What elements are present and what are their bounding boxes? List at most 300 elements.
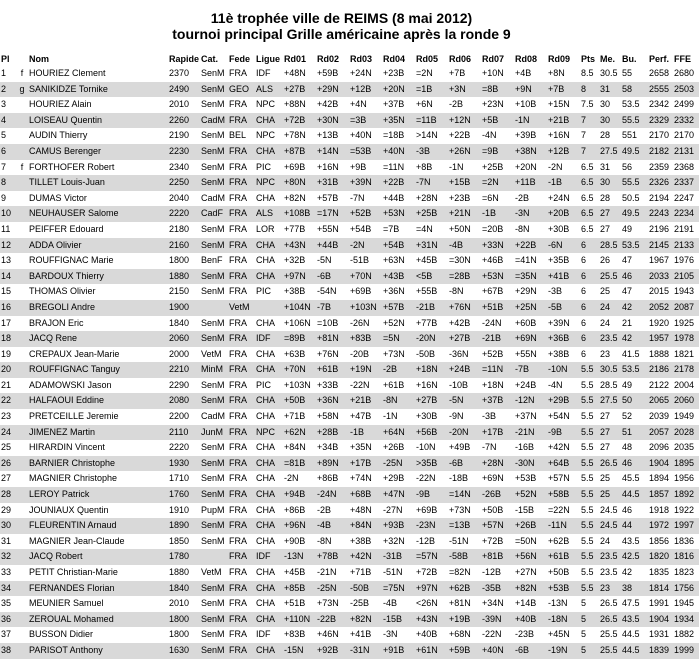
column-header-league: Ligue xyxy=(256,54,280,64)
cell-round-4: +64N xyxy=(382,425,415,441)
cell-round-7: -4N xyxy=(482,130,497,141)
cell-federation: FRA xyxy=(228,549,255,565)
cell-round-2: +14N xyxy=(316,144,349,160)
cell-round-8: +39B xyxy=(515,130,537,141)
cell-buchholz: 44.5 xyxy=(622,629,640,640)
cell-rapid-rating: 2060 xyxy=(168,331,200,347)
cell-round-5: +77B xyxy=(416,317,438,328)
table-row xyxy=(0,253,699,269)
cell-league: LOR xyxy=(256,223,275,234)
table-row xyxy=(0,518,699,534)
cell-rapid-rating: 2040 xyxy=(169,192,190,203)
cell-federation: FRA xyxy=(228,643,255,659)
cell-rank: 12 xyxy=(0,238,16,254)
column-header-round-9: Rd09 xyxy=(548,54,571,64)
cell-league: NPC xyxy=(256,99,276,110)
cell-round-8: -15B xyxy=(515,504,535,515)
cell-title-flag xyxy=(16,238,28,254)
cell-category: SenM xyxy=(201,317,225,328)
cell-ffe-rating: 1823 xyxy=(674,567,695,577)
cell-round-2: -22B xyxy=(316,612,349,628)
cell-rapid-rating: 1760 xyxy=(168,487,200,503)
cell-points: 7 xyxy=(580,113,599,129)
cell-round-9: +42N xyxy=(548,442,570,453)
cell-ffe-rating: 1892 xyxy=(673,487,699,503)
cell-round-7: -1B xyxy=(481,206,514,222)
cell-round-3: +47B xyxy=(350,411,372,422)
cell-performance: 2359 xyxy=(649,161,670,172)
cell-performance: 1894 xyxy=(649,473,670,484)
cell-round-6: +73N xyxy=(449,504,471,515)
cell-ffe-rating: 2131 xyxy=(673,144,699,160)
cell-points: 5.5 xyxy=(580,518,599,534)
cell-round-8: +4B xyxy=(515,68,532,78)
cell-round-5: +6N xyxy=(416,99,433,110)
cell-rapid-rating: 1780 xyxy=(168,549,200,565)
cell-round-3: +12B xyxy=(349,82,382,98)
cell-category: SenM xyxy=(201,442,225,453)
cell-league: CHA xyxy=(256,192,276,203)
cell-round-6: =82N xyxy=(449,567,471,577)
cell-round-6: +19B xyxy=(448,612,481,628)
cell-federation: BEL xyxy=(229,130,247,141)
cell-round-3: +4N xyxy=(350,99,367,110)
column-header-points: Pts xyxy=(581,54,596,64)
cell-round-9: +7B xyxy=(547,82,580,98)
cell-median: 26.5 xyxy=(599,612,621,628)
cell-round-9: +50B xyxy=(548,567,570,577)
cell-league: ALS xyxy=(255,82,283,98)
cell-round-3: +9B xyxy=(350,161,367,172)
cell-title-flag xyxy=(16,518,28,534)
cell-title-flag xyxy=(16,128,28,144)
cell-round-7: +25B xyxy=(482,161,504,172)
cell-ffe-rating: 2503 xyxy=(673,82,699,98)
cell-round-9: -10N xyxy=(547,362,580,378)
cell-round-7: =6N xyxy=(482,192,499,203)
cell-points: 5 xyxy=(581,629,587,640)
cell-rapid-rating: 1800 xyxy=(169,629,190,640)
cell-rapid-rating: 1880 xyxy=(168,269,200,285)
cell-round-6: +62B xyxy=(448,581,481,597)
cell-round-3: -1B xyxy=(349,425,382,441)
cell-round-4: +44B xyxy=(383,192,405,203)
cell-category xyxy=(200,300,228,316)
cell-round-9: +30B xyxy=(548,223,570,234)
cell-round-1: +84N xyxy=(284,442,306,453)
cell-rank: 11 xyxy=(1,223,11,234)
cell-rapid-rating: 2150 xyxy=(169,286,190,297)
cell-federation: FRA xyxy=(229,223,247,234)
cell-rank: 10 xyxy=(0,206,16,222)
cell-ffe-rating: 2368 xyxy=(674,161,695,172)
cell-federation: FRA xyxy=(228,393,255,409)
cell-buchholz: 53.5 xyxy=(622,99,640,110)
cell-points: 5.5 xyxy=(581,504,594,515)
cell-median: 30 xyxy=(599,175,621,191)
cell-round-2: +46N xyxy=(317,629,339,640)
cell-round-9: +62B xyxy=(548,535,570,546)
cell-round-4: +43B xyxy=(382,269,415,285)
cell-category: SenM xyxy=(201,379,225,390)
cell-league: NPC xyxy=(256,130,276,141)
cell-title-flag xyxy=(16,222,28,238)
cell-performance: 1931 xyxy=(649,629,670,640)
cell-rapid-rating: 2220 xyxy=(168,206,200,222)
cell-performance: 2555 xyxy=(648,82,673,98)
cell-points: 6.5 xyxy=(580,206,599,222)
cell-performance: 1967 xyxy=(649,255,670,266)
cell-round-3: +39N xyxy=(349,175,382,191)
cell-round-2: +30N xyxy=(316,113,349,129)
table-row xyxy=(0,456,699,472)
cell-ffe-rating: 1976 xyxy=(674,255,695,266)
cell-title-flag: f xyxy=(20,68,24,78)
cell-name: BARNIER Christophe xyxy=(28,456,168,472)
cell-round-1: +50B xyxy=(283,393,316,409)
cell-rapid-rating: 2200 xyxy=(169,411,190,422)
cell-round-7: +67B xyxy=(482,286,504,297)
cell-round-2: +33B xyxy=(317,379,339,390)
cell-round-6: -1N xyxy=(449,161,464,172)
cell-category: SenM xyxy=(201,535,225,546)
cell-federation: FRA xyxy=(228,331,255,347)
cell-round-6: -4B xyxy=(448,238,481,254)
cell-round-6: -5N xyxy=(448,393,481,409)
cell-league: CHA xyxy=(256,567,276,577)
cell-round-9: +57N xyxy=(548,473,570,484)
cell-round-9: -11N xyxy=(547,518,580,534)
cell-points: 7.5 xyxy=(581,99,594,110)
cell-title-flag xyxy=(16,300,28,316)
cell-rapid-rating: 2370 xyxy=(169,68,190,78)
cell-round-4: +63N xyxy=(383,255,405,266)
cell-title-flag xyxy=(16,253,28,269)
cell-round-4: -51N xyxy=(383,567,403,577)
cell-category: SenM xyxy=(200,144,228,160)
cell-round-7: +40N xyxy=(481,643,514,659)
cell-ffe-rating: 1756 xyxy=(673,581,699,597)
cell-performance: 2096 xyxy=(649,442,670,453)
column-header-round-4: Rd04 xyxy=(383,54,406,64)
cell-league: PIC xyxy=(256,379,272,390)
cell-round-4: +22B xyxy=(382,175,415,191)
cell-round-5: +16N xyxy=(416,379,438,390)
cell-federation: FRA xyxy=(229,411,247,422)
cell-name: LOISEAU Quentin xyxy=(28,113,168,129)
cell-ffe-rating: 2178 xyxy=(673,362,699,378)
cell-round-1: +104N xyxy=(283,300,316,316)
cell-league: CHA xyxy=(255,456,283,472)
cell-median: 23 xyxy=(600,348,611,359)
cell-points: 8.5 xyxy=(581,68,594,78)
cell-federation: FRA xyxy=(228,175,255,191)
cell-rank: 17 xyxy=(1,317,12,328)
cell-federation: FRA xyxy=(229,598,247,609)
cell-round-8: +53B xyxy=(515,473,537,484)
cell-federation: FRA xyxy=(228,362,255,378)
cell-round-1: +32B xyxy=(284,255,306,266)
cell-category: CadM xyxy=(201,411,226,422)
cell-name: JIMENEZ Martin xyxy=(28,425,168,441)
cell-round-4: -3N xyxy=(383,629,398,640)
cell-round-1: +90B xyxy=(284,535,306,546)
cell-name: BRAJON Eric xyxy=(29,317,84,328)
cell-performance: 2658 xyxy=(649,68,670,78)
cell-name: LEROY Patrick xyxy=(28,487,168,503)
column-header-performance: Perf. xyxy=(649,54,670,64)
cell-round-9: +21B xyxy=(547,113,580,129)
cell-round-8: +40B xyxy=(514,612,547,628)
cell-ffe-rating: 1895 xyxy=(673,456,699,472)
cell-round-2: -5N xyxy=(317,255,332,266)
cell-performance: 2182 xyxy=(648,144,673,160)
cell-round-3: -31N xyxy=(349,643,382,659)
cell-name: PARISOT Anthony xyxy=(28,643,168,659)
table-row xyxy=(0,440,699,456)
cell-points: 6.5 xyxy=(581,192,594,203)
column-header-round-2: Rd02 xyxy=(317,54,340,64)
cell-round-8: +24B xyxy=(515,379,537,390)
cell-round-2: -7B xyxy=(316,300,349,316)
cell-round-1: +69B xyxy=(284,161,306,172)
cell-performance: 1957 xyxy=(648,331,673,347)
table-row xyxy=(0,113,699,129)
table-row xyxy=(0,284,699,300)
cell-federation: FRA xyxy=(229,317,247,328)
cell-name: ZEROUAL Mohamed xyxy=(28,612,168,628)
cell-median: 25.5 xyxy=(600,629,618,640)
cell-round-6: +27B xyxy=(448,331,481,347)
cell-name: HOURIEZ Alain xyxy=(29,99,92,110)
cell-round-3: +52B xyxy=(349,206,382,222)
cell-buchholz: 46 xyxy=(622,504,633,515)
cell-title-flag xyxy=(16,596,28,612)
cell-round-7: -22N xyxy=(482,629,502,640)
cell-round-1: +94B xyxy=(283,487,316,503)
cell-federation: FRA xyxy=(228,612,255,628)
cell-buchholz: 55.5 xyxy=(621,113,648,129)
cell-points: 5.5 xyxy=(581,379,594,390)
cell-federation: FRA xyxy=(228,238,255,254)
cell-title-flag xyxy=(16,503,28,519)
cell-round-8: +56N xyxy=(514,549,547,565)
page-title: 11è trophée ville de REIMS (8 mai 2012) xyxy=(210,10,473,26)
cell-median: 28.5 xyxy=(599,238,621,254)
cell-round-1: +71B xyxy=(284,411,306,422)
column-header-round-7: Rd07 xyxy=(482,54,505,64)
cell-points: 5.5 xyxy=(581,535,594,546)
table-row xyxy=(0,222,699,238)
cell-round-9: +45N xyxy=(548,629,570,640)
cell-league: CHA xyxy=(255,393,283,409)
cell-ffe-rating: 1945 xyxy=(674,598,695,609)
table-row xyxy=(0,160,699,176)
cell-federation: FRA xyxy=(229,473,247,484)
cell-round-2: +76N xyxy=(317,348,339,359)
cell-performance: 1835 xyxy=(649,567,670,577)
cell-round-9: +20B xyxy=(547,206,580,222)
table-row xyxy=(0,269,699,285)
cell-buchholz: 45.5 xyxy=(622,473,640,484)
column-header-round-6: Rd06 xyxy=(449,54,472,64)
table-header-row xyxy=(0,52,699,66)
cell-round-1: -15N xyxy=(283,643,316,659)
cell-round-5: +30B xyxy=(416,411,438,422)
cell-round-1: +96N xyxy=(283,518,316,534)
cell-category: SenM xyxy=(201,99,225,110)
cell-round-6: +3N xyxy=(448,82,481,98)
cell-rapid-rating: 2010 xyxy=(169,598,190,609)
cell-round-1: +83B xyxy=(284,629,306,640)
cell-ffe-rating: 2004 xyxy=(674,379,695,390)
cell-round-9: +54N xyxy=(548,411,570,422)
cell-performance: 2065 xyxy=(648,393,673,409)
cell-round-7: =8B xyxy=(481,82,514,98)
cell-round-4: +36N xyxy=(383,286,405,297)
cell-rank: 16 xyxy=(0,300,16,316)
cell-buchholz: 55.5 xyxy=(621,175,648,191)
cell-round-7: +81B xyxy=(481,549,514,565)
cell-round-5: =2N xyxy=(416,68,433,78)
cell-round-4: -4B xyxy=(383,598,398,609)
cell-ffe-rating: 1956 xyxy=(674,473,695,484)
cell-round-1: +86B xyxy=(284,504,306,515)
cell-round-1: +72B xyxy=(283,113,316,129)
cell-category: SenM xyxy=(200,269,228,285)
cell-round-5: +25B xyxy=(415,206,448,222)
cell-round-8: +38N xyxy=(514,144,547,160)
cell-federation: FRA xyxy=(228,487,255,503)
cell-median: 30 xyxy=(600,99,611,110)
cell-buchholz: 42 xyxy=(622,567,633,577)
cell-rank: 14 xyxy=(0,269,16,285)
cell-category: PupM xyxy=(201,504,225,515)
cell-round-5: +45B xyxy=(416,255,438,266)
cell-round-1: +82N xyxy=(284,192,306,203)
cell-performance: 1904 xyxy=(648,456,673,472)
cell-round-9: -19N xyxy=(547,643,580,659)
cell-league: CHA xyxy=(255,113,283,129)
cell-category: BenF xyxy=(201,255,223,266)
cell-round-5: +72B xyxy=(416,567,438,577)
cell-buchholz: 43.5 xyxy=(621,612,648,628)
cell-name: JACQ Rene xyxy=(28,331,168,347)
cell-round-6: +59B xyxy=(448,643,481,659)
cell-round-7: +52B xyxy=(482,348,504,359)
cell-performance: 1918 xyxy=(649,504,670,515)
cell-points: 6 xyxy=(580,238,599,254)
table-row xyxy=(0,144,699,160)
cell-buchholz: 47 xyxy=(622,286,633,297)
cell-league: NPC xyxy=(255,425,283,441)
cell-round-2: +92B xyxy=(316,643,349,659)
cell-round-7: +33N xyxy=(481,238,514,254)
column-header-round-8: Rd08 xyxy=(515,54,538,64)
cell-round-4: -15B xyxy=(382,612,415,628)
cell-round-8: +37N xyxy=(515,411,537,422)
cell-median: 24 xyxy=(600,317,611,328)
cell-round-4: +20N xyxy=(382,82,415,98)
cell-round-3: +38B xyxy=(350,535,372,546)
cell-league: CHA xyxy=(256,411,276,422)
cell-round-7: +34N xyxy=(482,598,504,609)
column-header-round-1: Rd01 xyxy=(284,54,307,64)
cell-round-7: +72B xyxy=(482,535,504,546)
cell-points: 5.5 xyxy=(580,425,599,441)
cell-round-6: +24B xyxy=(448,362,481,378)
cell-round-4: +29B xyxy=(383,473,405,484)
cell-category: JunM xyxy=(200,425,228,441)
cell-round-6: +50N xyxy=(449,223,471,234)
cell-name: BUSSON Didier xyxy=(29,629,94,640)
cell-title-flag xyxy=(16,627,28,643)
cell-rapid-rating: 2220 xyxy=(169,442,190,453)
table-row xyxy=(0,378,699,394)
cell-round-8: -23B xyxy=(515,629,535,640)
table-row xyxy=(0,581,699,597)
cell-rank: 21 xyxy=(1,379,12,390)
cell-buchholz: 55 xyxy=(622,68,633,78)
cell-round-6: -36N xyxy=(449,348,469,359)
cell-round-2: +59B xyxy=(317,68,339,78)
cell-category: SenM xyxy=(200,518,228,534)
cell-ffe-rating: 2337 xyxy=(673,175,699,191)
cell-name: JACQ Robert xyxy=(28,549,168,565)
cell-rank: 35 xyxy=(1,598,12,609)
cell-rank: 18 xyxy=(0,331,16,347)
column-header-title-flag xyxy=(16,52,28,66)
cell-round-9: -13N xyxy=(548,598,568,609)
cell-title-flag xyxy=(16,565,28,581)
cell-name: ADAMOWSKI Jason xyxy=(29,379,112,390)
cell-category: VetM xyxy=(201,567,222,577)
cell-round-9: +53B xyxy=(547,581,580,597)
cell-rapid-rating: 2160 xyxy=(168,238,200,254)
cell-rank: 7 xyxy=(1,161,7,172)
cell-round-8: -1N xyxy=(514,113,547,129)
cell-performance: 2326 xyxy=(648,175,673,191)
cell-title-flag xyxy=(16,549,28,565)
cell-rapid-rating: 2250 xyxy=(168,175,200,191)
cell-round-6: =30N xyxy=(449,255,471,266)
cell-round-2: -6B xyxy=(316,269,349,285)
cell-league: CHA xyxy=(255,269,283,285)
cell-round-8: +22B xyxy=(514,238,547,254)
cell-buchholz: 52 xyxy=(622,411,633,422)
cell-rapid-rating: 2110 xyxy=(168,425,200,441)
cell-name: SANIKIDZE Tornike xyxy=(28,82,168,98)
cell-buchholz: 49 xyxy=(622,223,633,234)
cell-title-flag xyxy=(16,113,28,129)
cell-round-2: -2B xyxy=(317,504,332,515)
table-row xyxy=(0,534,699,550)
cell-ffe-rating: 1816 xyxy=(673,549,699,565)
cell-round-2: +55N xyxy=(317,223,339,234)
cell-performance: 1888 xyxy=(649,348,670,359)
cell-points: 6 xyxy=(581,286,587,297)
cell-name: HIRARDIN Vincent xyxy=(29,442,105,453)
cell-round-5: +61N xyxy=(415,643,448,659)
cell-round-5: -50B xyxy=(416,348,436,359)
cell-federation: FRA xyxy=(229,379,247,390)
cell-round-2: +13B xyxy=(317,130,339,141)
cell-round-6: +68N xyxy=(449,629,471,640)
cell-performance: 2033 xyxy=(648,269,673,285)
cell-round-4: +23B xyxy=(383,68,405,78)
cell-title-flag xyxy=(16,191,28,207)
cell-round-7: -35B xyxy=(481,581,514,597)
